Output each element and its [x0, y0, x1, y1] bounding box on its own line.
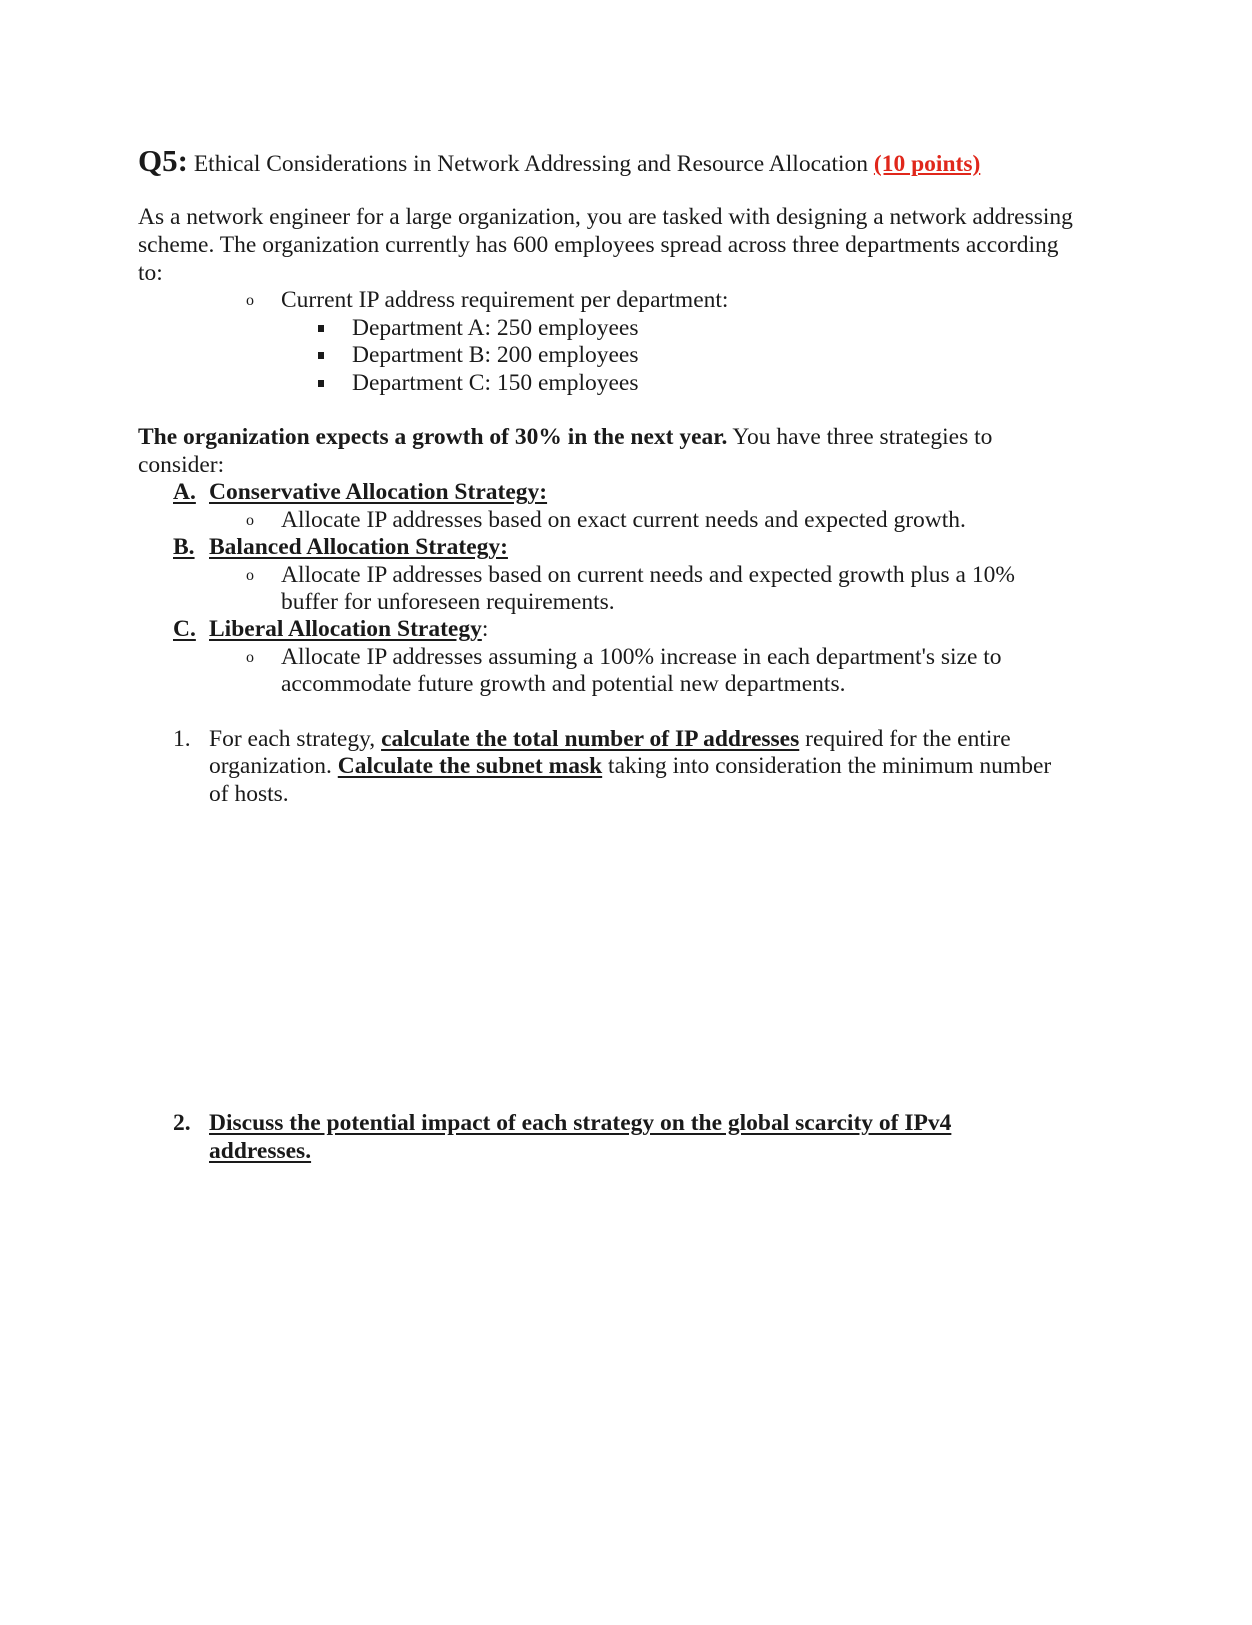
strategy-b-desc-2: buffer for unforeseen requirements.: [281, 589, 615, 615]
intro-line-2: scheme. The organization currently has 600 employees spread across three departments according: [138, 232, 1059, 258]
circle-bullet-icon: o: [246, 649, 254, 666]
question-title: [138, 143, 980, 182]
question-number: Q5:: [138, 143, 188, 178]
strategy-b-desc-1: Allocate IP addresses based on current needs and expected growth plus a 10%: [281, 562, 1015, 588]
task-1-line-1: For each strategy, calculate the total number of IP addresses required for the entire: [209, 726, 1011, 752]
department-a: Department A: 250 employees: [352, 315, 639, 341]
square-bullet-icon: [318, 380, 324, 387]
requirements-heading: Current IP address requirement per department:: [281, 287, 729, 313]
growth-line-2: consider:: [138, 452, 225, 478]
strategy-b-marker: B.: [173, 534, 195, 560]
intro-line-1: As a network engineer for a large organization, you are tasked with designing a network addressing: [138, 204, 1073, 230]
points-label: (10 points): [873, 151, 981, 177]
task-1-line-3: of hosts.: [209, 781, 289, 807]
strategy-c-suffix: :: [481, 616, 489, 642]
growth-statement: [138, 423, 992, 451]
square-bullet-icon: [318, 325, 324, 332]
task-1-line-2: organization. Calculate the subnet mask taking into consideration the minimum number: [209, 753, 1052, 779]
strategy-b-name: Balanced Allocation Strategy:: [209, 534, 508, 560]
growth-rest: You have three strategies to: [727, 424, 993, 450]
strategy-c-marker: C.: [173, 616, 196, 642]
circle-bullet-icon: o: [246, 512, 254, 529]
strategy-c-desc-2: accommodate future growth and potential new departments.: [281, 671, 846, 697]
question-title-text: Ethical Considerations in Network Addressing and Resource Allocation: [193, 151, 869, 177]
task-2-line-2: addresses.: [209, 1138, 312, 1164]
circle-bullet-icon: o: [246, 567, 254, 584]
department-b: Department B: 200 employees: [352, 342, 639, 368]
task-2-line-1: Discuss the potential impact of each strategy on the global scarcity of IPv4: [209, 1110, 952, 1136]
strategy-a-name: Conservative Allocation Strategy:: [209, 479, 548, 505]
square-bullet-icon: [318, 352, 324, 359]
strategy-a-marker: A.: [173, 479, 196, 505]
intro-line-3: to:: [138, 260, 163, 286]
department-c: Department C: 150 employees: [352, 370, 639, 396]
growth-bold: The organization expects a growth of 30% in the next year.: [138, 424, 728, 450]
strategy-a-desc: Allocate IP addresses based on exact current needs and expected growth.: [281, 507, 966, 533]
task-2-marker: 2.: [173, 1110, 191, 1136]
strategy-c-desc-1: Allocate IP addresses assuming a 100% increase in each department's size to: [281, 644, 1002, 670]
circle-bullet-icon: o: [246, 292, 254, 309]
strategy-c-name: Liberal Allocation Strategy:: [209, 616, 489, 642]
task-1-marker: 1.: [173, 726, 191, 752]
